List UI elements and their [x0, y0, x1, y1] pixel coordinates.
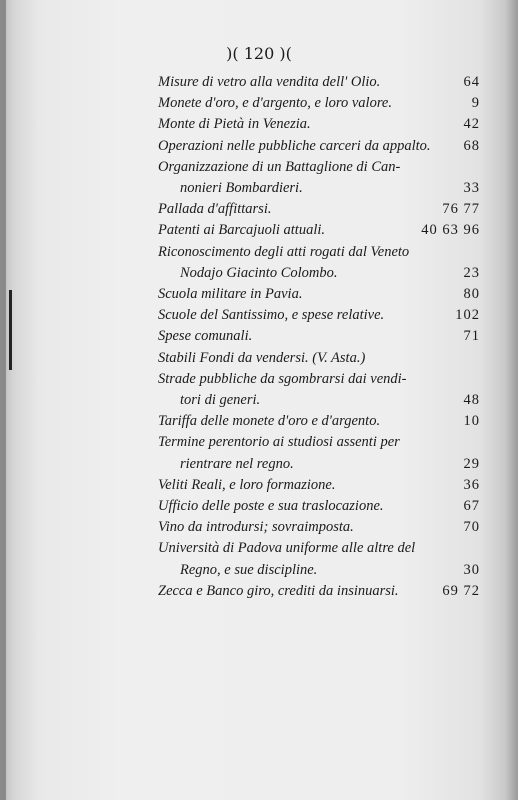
entry-text: Università di Padova uniforme alle altre del	[158, 540, 416, 557]
entry-text: Monte di Pietà in Venezia.	[158, 116, 311, 133]
entry-text: Scuola militare in Pavia.	[158, 286, 303, 302]
page-number-header: )( 120 )(	[226, 44, 292, 63]
entry-text: Strade pubbliche da sgombrarsi dai vendi-	[158, 370, 407, 387]
index-entry	[158, 222, 480, 242]
entry-page-numbers: 48	[463, 392, 480, 408]
entry-page-numbers: 23	[463, 264, 480, 281]
entry-text: Scuole del Santissimo, e spese relative.	[158, 307, 385, 324]
entry-text: rientrare nel regno.	[180, 455, 294, 472]
entry-text: nonieri Bombardieri.	[180, 180, 303, 196]
index-entry	[158, 392, 480, 412]
index-entry	[158, 95, 480, 115]
entry-text: Misure di vetro alla vendita dell' Olio.	[158, 74, 381, 90]
gutter-shadow	[9, 290, 12, 370]
index-entry	[158, 307, 480, 327]
index-entry	[158, 562, 480, 582]
index-entry	[158, 413, 480, 433]
entry-page-numbers: 64	[463, 74, 480, 90]
index-entry	[158, 540, 480, 560]
entry-page-numbers: 69 72	[442, 582, 480, 599]
entry-page-numbers: 33	[463, 180, 480, 196]
entry-text: Monete d'oro, e d'argento, e loro valore.	[158, 95, 392, 112]
entry-page-numbers: 102	[455, 307, 480, 324]
entry-text: Vino da introdursi; sovraimposta.	[158, 519, 354, 536]
entry-text: Pallada d'affittarsi.	[158, 201, 272, 218]
index-entry	[158, 371, 480, 391]
entry-text: tori di generi.	[180, 392, 261, 408]
entry-page-numbers: 9	[471, 95, 480, 112]
entry-page-numbers: 40 63 96	[421, 222, 480, 239]
entry-text: Stabili Fondi da vendersi. (V. Asta.)	[158, 349, 366, 366]
entry-text: Operazioni nelle pubbliche carceri da appalto.	[158, 137, 431, 154]
entry-text: Tariffa delle monete d'oro e d'argento.	[158, 413, 381, 430]
index-entry	[158, 138, 480, 158]
entry-page-numbers: 29	[463, 455, 480, 472]
entry-page-numbers: 30	[463, 561, 480, 578]
index-entry	[158, 159, 480, 179]
entry-text: Regno, e sue discipline.	[180, 561, 318, 578]
entry-page-numbers: 70	[463, 519, 480, 536]
entry-page-numbers: 42	[463, 116, 480, 133]
entry-page-numbers: 10	[463, 413, 480, 430]
entry-text: Ufficio delle poste e sua traslocazione.	[158, 498, 384, 514]
index-entry	[158, 180, 480, 200]
entry-page-numbers: 71	[463, 328, 480, 345]
entry-text: Organizzazione di un Battaglione di Can-	[158, 158, 401, 175]
entry-page-numbers: 68	[463, 137, 480, 154]
index-entry	[158, 350, 480, 370]
index-entry	[158, 434, 480, 454]
entry-text: Nodajo Giacinto Colombo.	[180, 264, 338, 281]
entry-text: Patenti ai Barcajuoli attuali.	[158, 222, 326, 239]
index-entry	[158, 519, 480, 539]
entry-page-numbers: 36	[463, 476, 480, 493]
index-entry	[158, 328, 480, 348]
index-entry	[158, 116, 480, 136]
index-entry	[158, 477, 480, 497]
index-entry	[158, 201, 480, 221]
index-entry	[158, 583, 480, 603]
index-entry	[158, 456, 480, 476]
index-entry	[158, 265, 480, 285]
entry-page-numbers: 76 77	[442, 201, 480, 218]
entry-text: Zecca e Banco giro, crediti da insinuarsi.	[158, 582, 399, 599]
index-entry	[158, 244, 480, 264]
entry-text: Riconoscimento degli atti rogati dal Veneto	[158, 243, 410, 260]
index-entry	[158, 498, 480, 518]
index-entry	[158, 286, 480, 306]
index-entry	[158, 74, 480, 94]
entry-text: Spese comunali.	[158, 328, 253, 345]
entry-text: Veliti Reali, e loro formazione.	[158, 476, 336, 493]
entry-text: Termine perentorio ai studiosi assenti per	[158, 434, 400, 451]
entry-page-numbers: 67	[463, 498, 480, 514]
entry-page-numbers: 80	[463, 286, 480, 302]
